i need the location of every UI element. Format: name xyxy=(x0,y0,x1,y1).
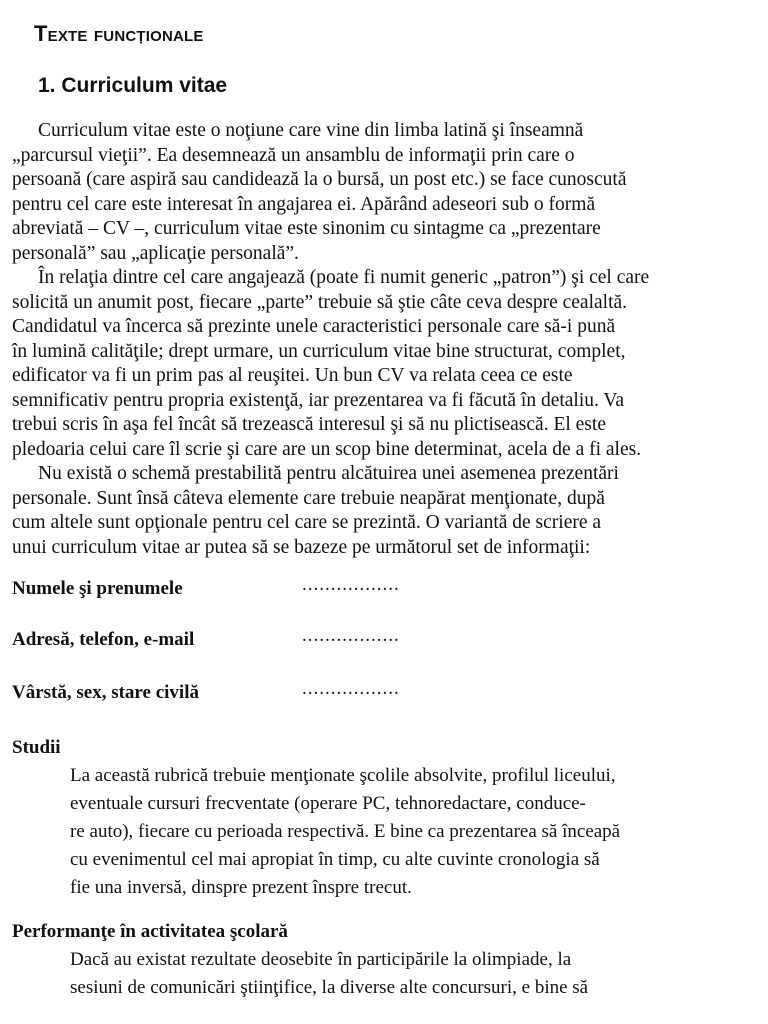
performante-text: Dacă au existat rezultate deosebite în participările la olimpiade, la sesiuni de comunicări ştiinţifice, la diverse alte concursuri, e bine să xyxy=(70,949,589,998)
paragraph: Curriculum vitae este o noţiune care vine din limba latină şi înseamnă „parcursul vieţii”. Ea desemnează un ansamblu de informaţii prin care o persoană (care aspiră sau candidează la o bursă, un post etc.) se face cunoscută pentru cel care este interesat în angajarea ei. Apărând adeseori sub o formă abreviată – CV –, curriculum vitae este sinonim cu sintagme ca „prezentare personală” sau „aplicaţie personală”. xyxy=(12,120,627,264)
section-title: 1. Curriculum vitae xyxy=(38,74,228,97)
chapter-title: Texte funcționale xyxy=(34,21,204,46)
paragraph: În relaţia dintre cel care angajează (poate fi numit generic „patron”) şi cel care solicită un anumit post, fiecare „parte” trebuie să ştie câte ceva despre cealaltă. Candidatul va încerca să prezinte unele caracteristici personale care să-i pună în lumină calităţile; drept urmare, un curriculum vitae bine structurat, complet, edificator va fi un prim pas al reuşitei. Un bun CV va relata ceea ce este semnificativ pentru propria existenţă, iar prezentarea va fi făcută în detaliu. Va trebui scris în aşa fel încât să trezească interesul şi să nu plictisească. El este pledoaria celui care îl scrie şi care are un scop bine determinat, acela de a fi ales. xyxy=(12,267,650,460)
field-dots: ................. xyxy=(302,574,400,595)
studii-text: La această rubrică trebuie menţionate şcolile absolvite, profilul liceului, eventuale cursuri frecventate (operare PC, tehnoredactare, conduce- re auto), fiecare cu perioada respectivă. E bine ca prezentarea să înceapă cu evenimentul cel mai apropiat în timp, cu alte cuvinte cronologia să fie una inversă, dinspre prezent înspre trecut. xyxy=(70,765,621,898)
field-label: Vârstă, sex, stare civilă xyxy=(12,682,199,703)
field-label: Adresă, telefon, e-mail xyxy=(12,629,195,650)
studii-heading: Studii xyxy=(12,737,61,758)
field-dots: ................. xyxy=(302,678,400,699)
paragraph: Nu există o schemă prestabilită pentru alcătuirea unei asemenea prezentări personale. Sunt însă câteva elemente care trebuie neapărat menţionate, după cum altele sunt opţionale pentru cel care se prezintă. O variantă de scriere a unui curriculum vitae ar putea să se bazeze pe următorul set de informaţii: xyxy=(12,463,619,558)
performante-heading: Performanţe în activitatea şcolară xyxy=(12,921,288,942)
field-dots: ................. xyxy=(302,625,400,646)
field-label: Numele şi prenumele xyxy=(12,578,183,599)
intro-text xyxy=(12,119,762,560)
